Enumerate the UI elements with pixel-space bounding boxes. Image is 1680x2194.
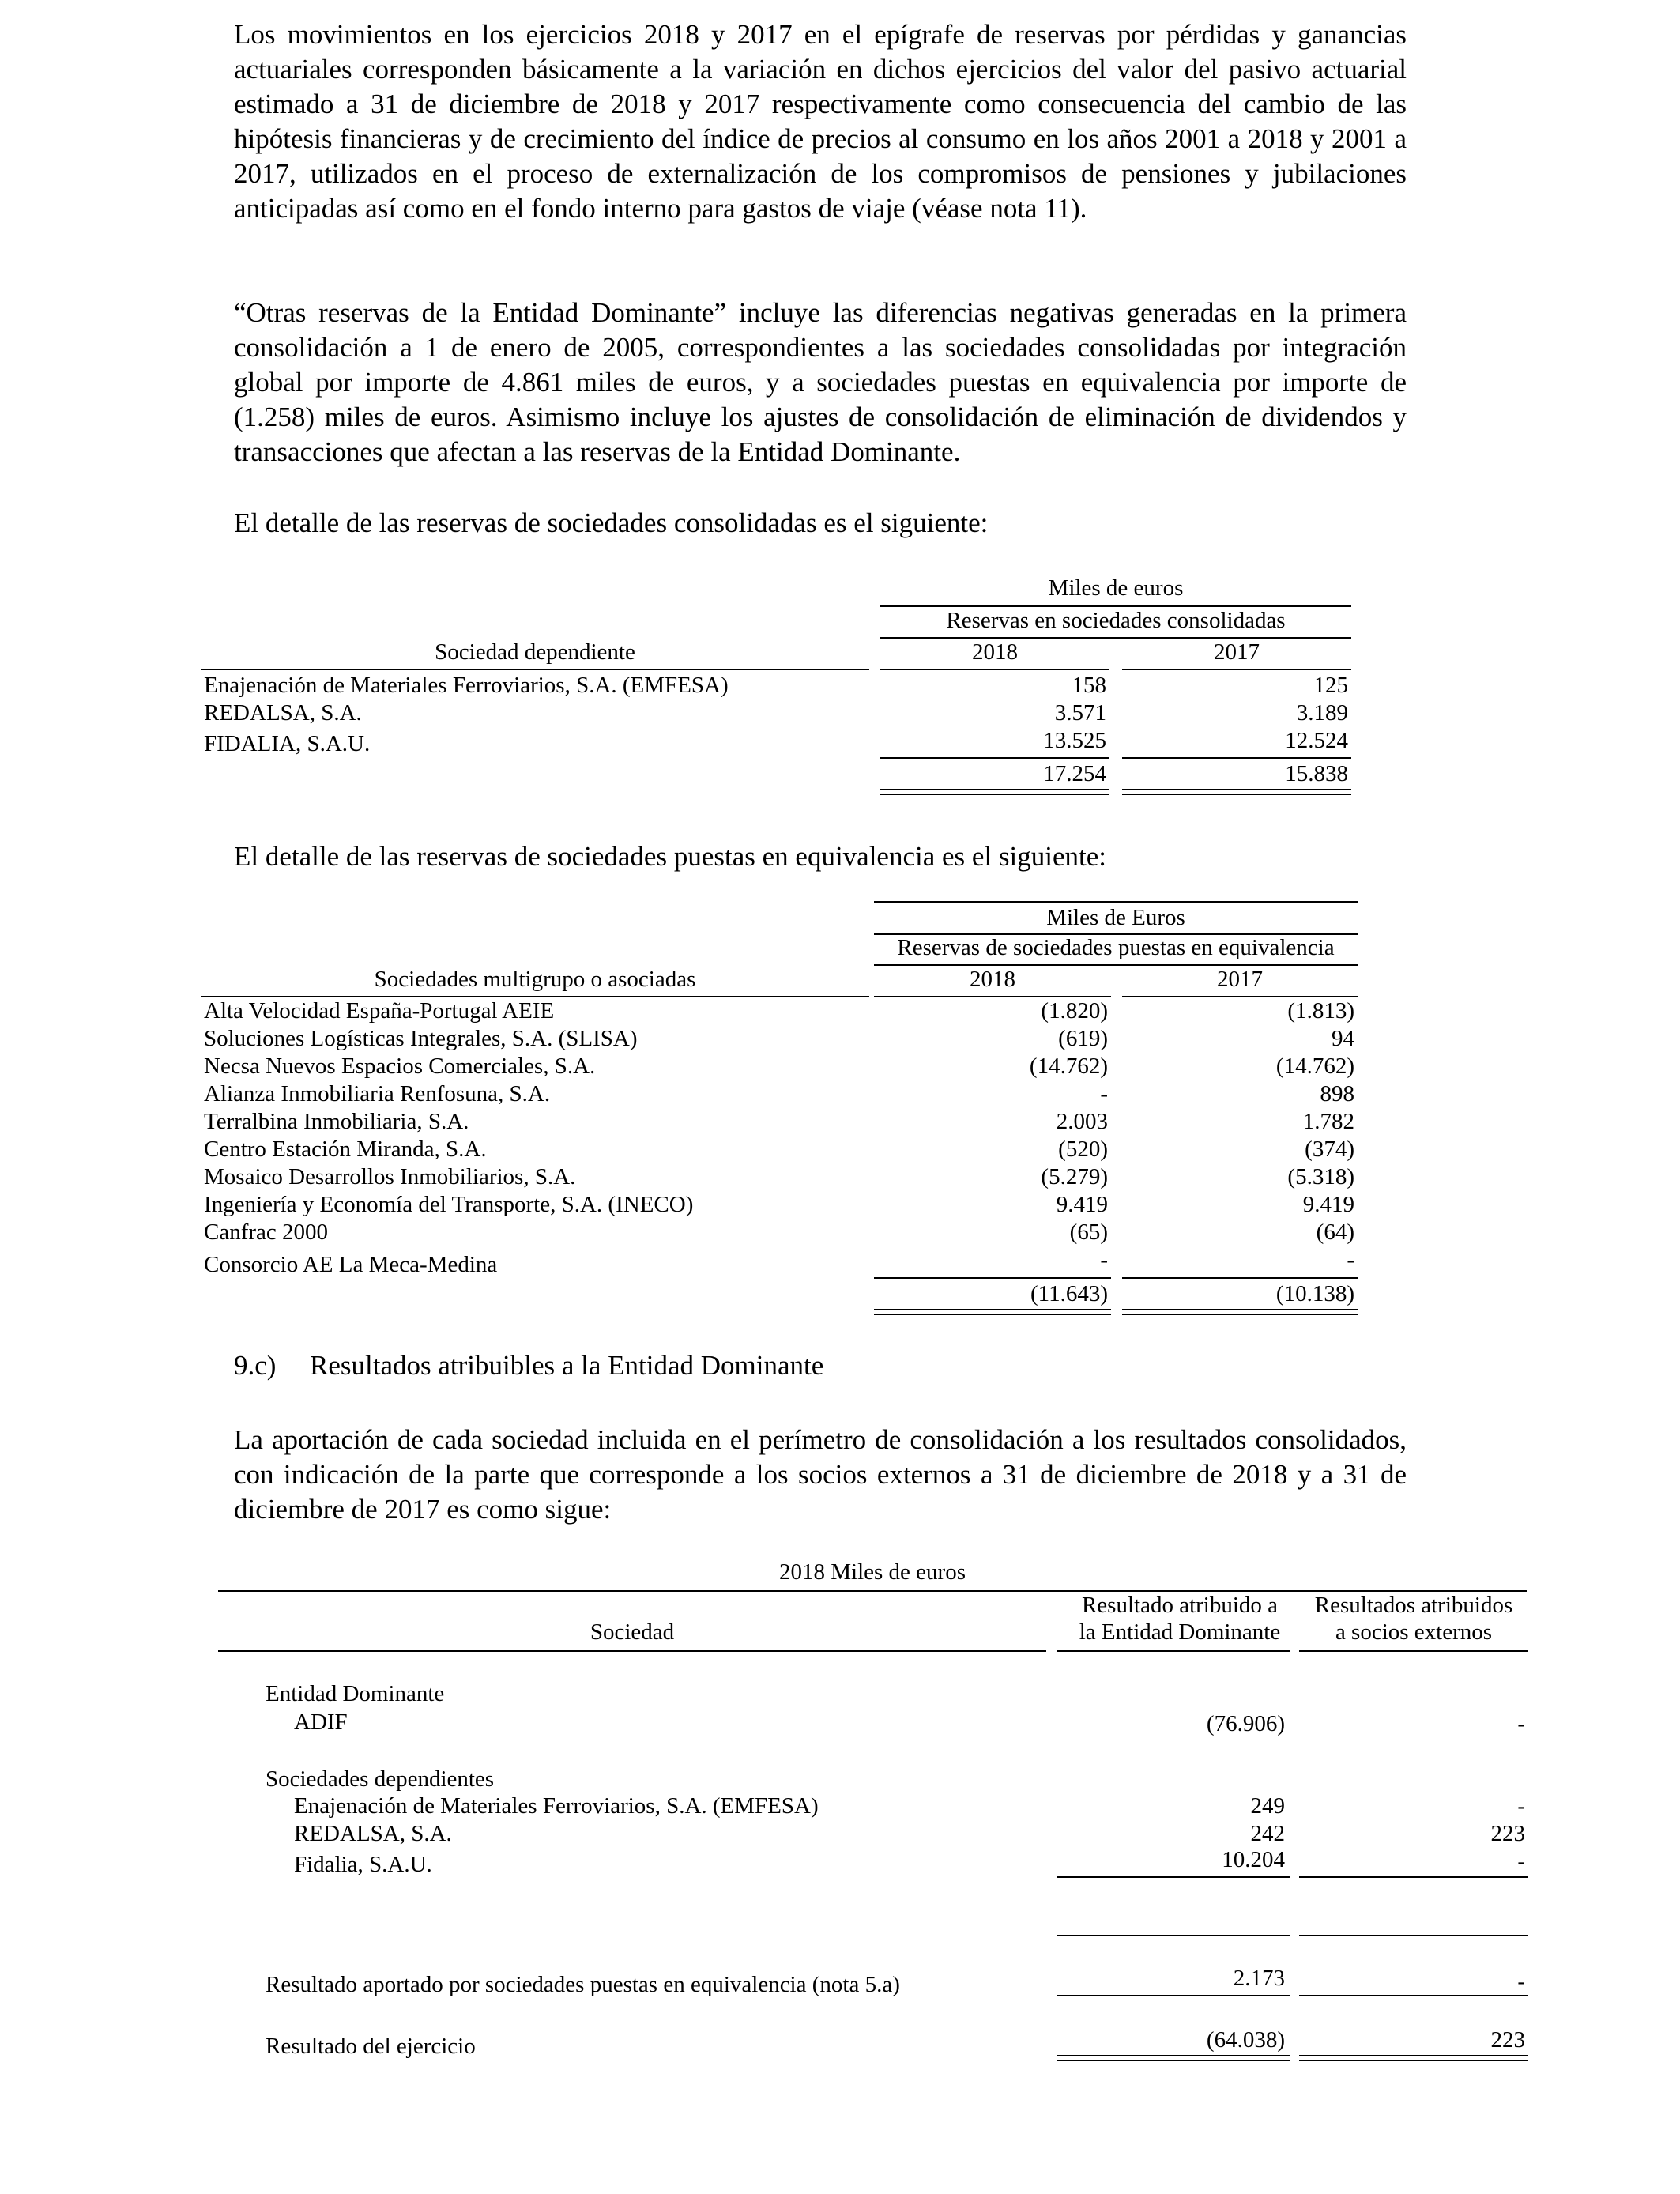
table1-total-2018: 17.254 xyxy=(1043,761,1106,786)
table3-group-parent: Entidad Dominante xyxy=(266,1681,445,1706)
table2-year-2017: 2017 xyxy=(1217,967,1263,992)
table1-year-2018: 2018 xyxy=(972,639,1018,665)
paragraph-other-reserves: “Otras reservas de la Entidad Dominante” incluye las diferencias negativas generadas en la primera consolidación a 1 de enero de 2005, correspondientes a las sociedades consolidadas por integración global por importe de 4.861 miles de euros, y a sociedades puestas en equivalencia por importe de (1.258) miles de euros. Asimismo incluye los ajustes de consolidación de eliminación de dividendos y transacciones que afectan a las reservas de la Entidad Dominante. xyxy=(234,297,1407,467)
table3-column-label: Sociedad xyxy=(590,1619,675,1645)
section-title: Resultados atribuibles a la Entidad Dominante xyxy=(310,1350,824,1381)
table3-col2-line1: Resultados atribuidos xyxy=(1314,1593,1513,1618)
paragraph-results-intro: La aportación de cada sociedad incluida en el perímetro de consolidación a los resultados consolidados, con indicación de la parte que corresponde a los socios externos a 31 de diciembre de 2018 y a 31 de diciembre de 2017 es como sigue: xyxy=(234,1424,1407,1525)
table3-unit: 2018 Miles de euros xyxy=(779,1559,966,1585)
table2-unit: Miles de Euros xyxy=(1046,905,1185,930)
table2-group: Reservas de sociedades puestas en equivalencia xyxy=(897,935,1335,960)
table3-col2-line2: a socios externos xyxy=(1335,1619,1493,1645)
table1-year-2017: 2017 xyxy=(1214,639,1260,665)
table3-col1-line2: la Entidad Dominante xyxy=(1079,1619,1281,1645)
paragraph-consolidated-intro: El detalle de las reservas de sociedades consolidadas es el siguiente: xyxy=(234,507,989,538)
table3-result-external: 223 xyxy=(1490,2027,1525,2053)
table2-year-2018: 2018 xyxy=(970,967,1015,992)
section-heading xyxy=(234,1348,823,1383)
table3-result-dominant: (64.038) xyxy=(1206,2027,1285,2053)
paragraph-actuarial-reserves: Los movimientos en los ejercicios 2018 y 2017 en el epígrafe de reservas por pérdidas y ganancias actuariales corresponden básicamente a la variación en dichos ejercicios del valor del pasivo actuarial estimado a 31 de diciembre de 2018 y 2017 respectivamente como consecuencia del cambio de las hipótesis financieras y de crecimiento del índice de precios al consumo en los años 2001 a 2018 y 2001 a 2017, utilizados en el proceso de externalización de los compromisos de pensiones y jubilaciones anticipadas así como en el fondo interno para gastos de viaje (véase nota 11). xyxy=(234,19,1407,224)
table1-total-2017: 15.838 xyxy=(1285,761,1348,786)
table1-unit: Miles de euros xyxy=(1048,575,1184,601)
table3-col1-line1: Resultado atribuido a xyxy=(1081,1593,1279,1618)
paragraph-equity-method-intro: El detalle de las reservas de sociedades puestas en equivalencia es el siguiente: xyxy=(234,841,1107,872)
section-number: 9.c) xyxy=(234,1350,277,1381)
table3-group-subsidiaries: Sociedades dependientes xyxy=(266,1766,495,1792)
table1-column-label: Sociedad dependiente xyxy=(435,639,635,665)
table2-total-2018: (11.643) xyxy=(1030,1281,1108,1306)
table2-column-label: Sociedades multigrupo o asociadas xyxy=(374,967,696,992)
table1-group: Reservas en sociedades consolidadas xyxy=(946,608,1286,633)
table2-total-2017: (10.138) xyxy=(1275,1281,1354,1306)
